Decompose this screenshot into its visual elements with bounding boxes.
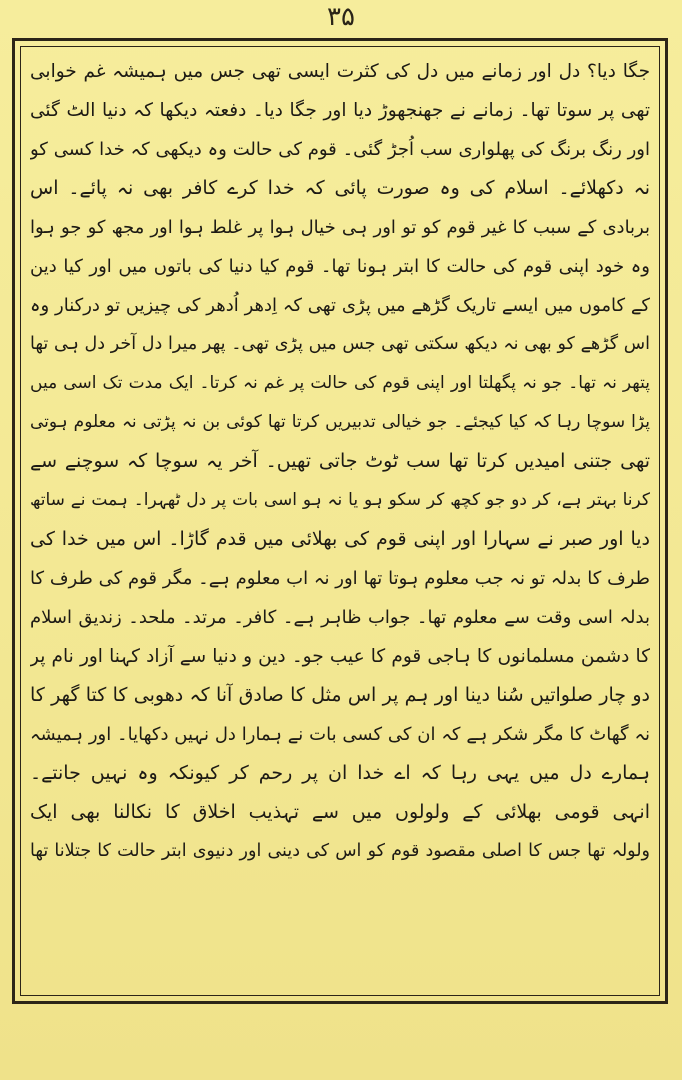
text-line: دیا اور صبر نے سہارا اور اپنی قوم کی بھلائی میں قدم گاڑا۔ اس میں خدا کی xyxy=(30,528,650,550)
text-line: طرف کا بدلہ تو نہ جب معلوم ہوتا تھا اور نہ اب معلوم ہے۔ مگر قوم کی طرف کا xyxy=(30,568,650,589)
text-line: ولولہ تھا جس کا اصلی مقصود قوم کو اس کی دینی اور دنیوی ابتر حالت کا جتلانا تھا xyxy=(30,841,650,861)
text-line: تھی جتنی امیدیں کرتا تھا سب ٹوٹ جاتی تھیں۔ آخر یہ سوچا کہ سوچنے سے xyxy=(30,450,650,472)
text-line: ہمارے دل میں یہی رہا کہ اے خدا ان پر رحم کر کیونکہ وہ نہیں جانتے۔ xyxy=(30,762,650,784)
text-line: اور رنگ برنگ کی پھلواری سب اُجڑ گئی۔ قوم کی حالت وہ دیکھی کہ خدا کسی کو xyxy=(30,139,650,160)
text-line: بدلہ اسی وقت سے معلوم تھا۔ جواب ظاہر ہے۔ کافر۔ مرتد۔ ملحد۔ زندیق اسلام xyxy=(30,607,650,628)
text-line: کا دشمن مسلمانوں کا ہاجی قوم کا عیب جو۔ دین و دنیا سے آزاد کہنا اور نام پر xyxy=(30,646,650,667)
text-line: نہ دکھلائے۔ اسلام کی وہ صورت پائی کہ خدا کرے کافر بھی نہ پائے۔ اس xyxy=(30,177,650,199)
text-line: پڑا سوچا رہا کہ کیا کیجئے۔ جو خیالی تدبیریں کرتا تھا کوئی بن نہ پڑتی نہ معلوم ہوتی xyxy=(30,412,650,432)
text-line: تھی پر سوتا تھا۔ زمانے نے جھنجھوڑ دیا اور جگا دیا۔ دفعتہ دیکھا کہ دنیا الٹ گئی xyxy=(30,100,650,121)
text-line: کے کاموں میں ایسے تاریک گڑھے میں پڑی تھی کہ اِدھر اُدھر کی چیزیں تو درکنار وہ xyxy=(30,295,650,316)
text-body xyxy=(30,52,650,992)
text-line: دو چار صلواتیں سُنا دینا اور ہم پر اس مثل کا صادق آنا کہ دھوبی کا کتا گھر کا xyxy=(30,684,650,706)
text-line: پتھر نہ تھا۔ جو نہ پگھلتا اور اپنی قوم کی حالت پر غم نہ کرتا۔ ایک مدت تک اسی میں xyxy=(30,373,650,393)
text-line: نہ گھاٹ کا مگر شکر ہے کہ ان کی کسی بات نے ہمارا دل نہیں دکھایا۔ اور ہمیشہ xyxy=(30,724,650,745)
text-line: جگا دیا؟ دل اور زمانے میں دل کی کثرت ایسی تھی جس میں ہمیشہ غم خوابی xyxy=(30,61,650,82)
text-line: بربادی کے سبب کا غیر قوم کو تو اور ہی خیال ہوا پر غلط ہوا اور مجھ کو جو ہوا xyxy=(30,217,650,238)
text-line: اس گڑھے کو بھی نہ دیکھ سکتی تھی جس میں پڑی تھی۔ پھر میرا دل آخر دل ہی تھا xyxy=(30,334,650,354)
text-line: کرنا بہتر ہے، کر دو جو کچھ کر سکو ہو یا نہ ہو اسی بات پر دل ٹھہرا۔ ہمت نے ساتھ xyxy=(30,490,650,510)
page-number: ۳۵ xyxy=(327,2,355,32)
text-line: انہی قومی بھلائی کے ولولوں میں سے تہذیب اخلاق کا نکالنا بھی ایک xyxy=(30,801,650,823)
text-line: وہ خود اپنی قوم کی حالت کا ابتر ہونا تھا۔ قوم کیا دنیا کی باتوں میں اور کیا دین xyxy=(30,256,650,277)
